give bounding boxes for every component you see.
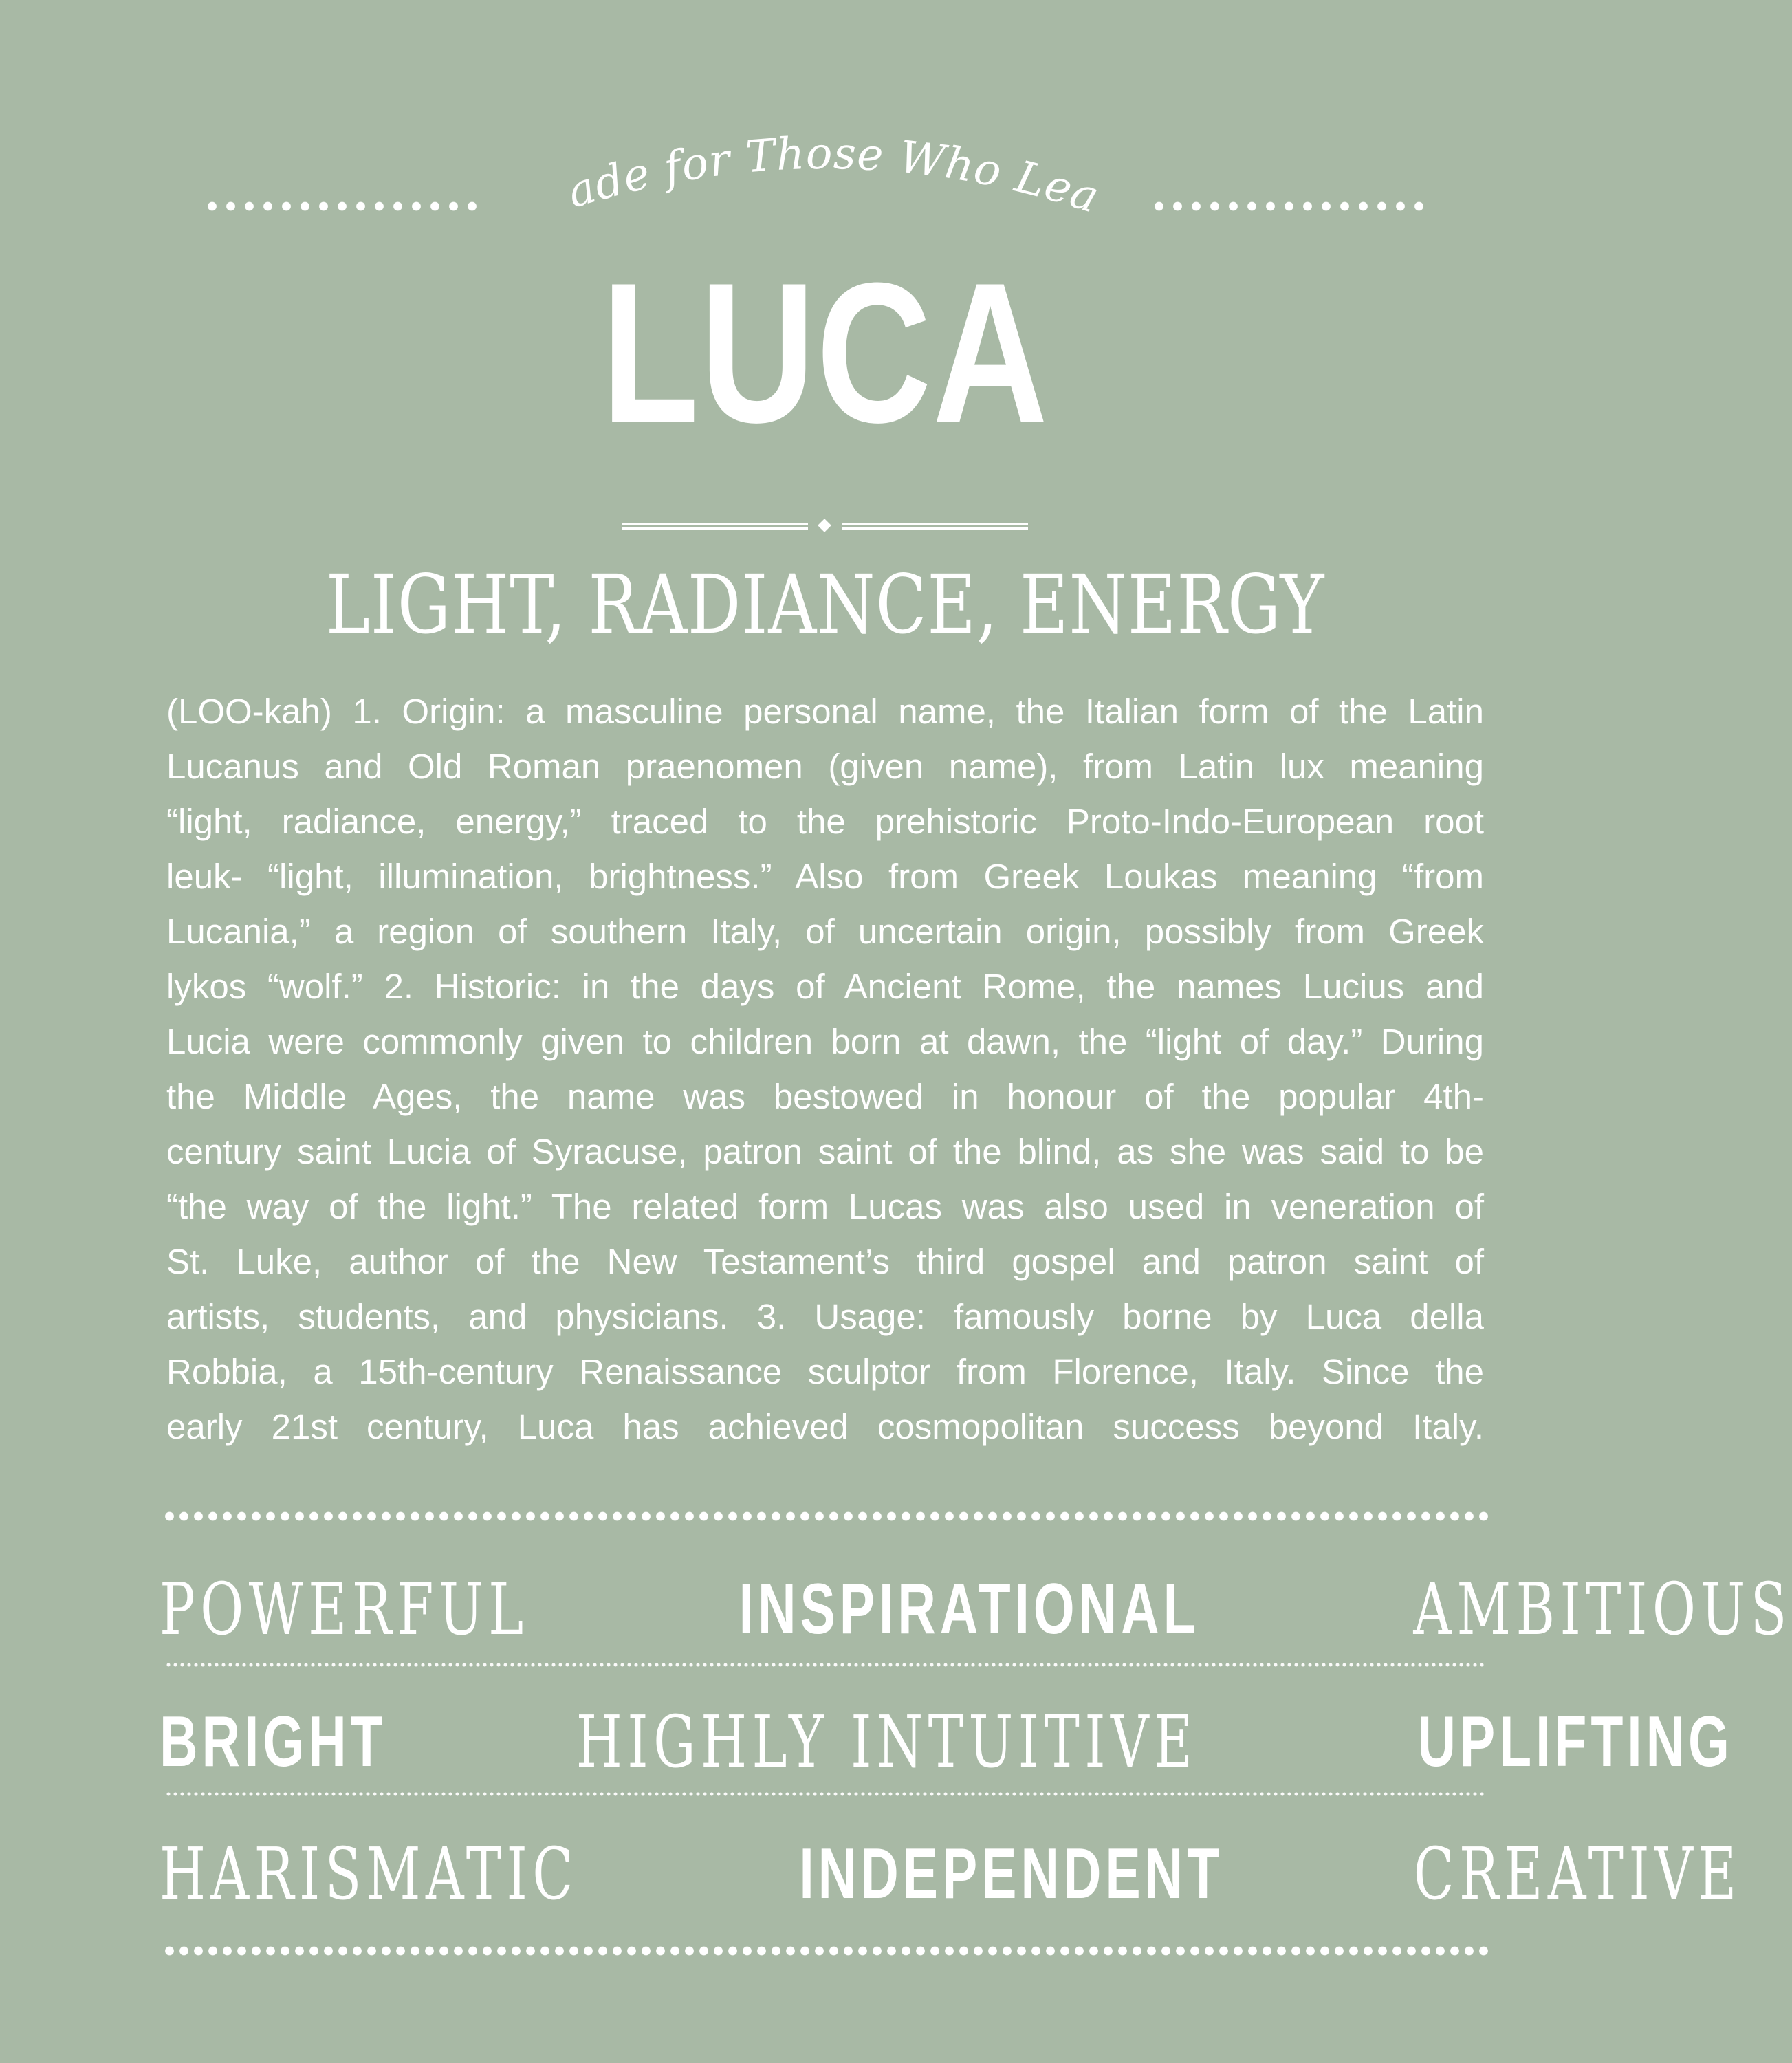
trait-word: UPLIFTING — [1417, 1702, 1734, 1782]
definition-line: St. Luke, author of the New Testament’s third gospel and patron saint of — [166, 1242, 1484, 1281]
traits-row-1 — [160, 1556, 1792, 1651]
definition-text — [166, 684, 1484, 1454]
trait-word: HIGHLY INTUITIVE — [576, 1700, 1198, 1784]
dotted-separator-bottom — [162, 1945, 1491, 1956]
tagline-header — [0, 70, 1650, 234]
definition-line: Robbia, a 15th-century Renaissance sculptor from Florence, Italy. Since the — [166, 1352, 1484, 1391]
dotted-separator-fine — [165, 1663, 1485, 1667]
definition-line: the Middle Ages, the name was bestowed in honour of the popular 4th- — [166, 1077, 1484, 1116]
trait-word: INSPIRATIONAL — [739, 1569, 1200, 1649]
name-meaning: LIGHT, RADIANCE, ENERGY — [325, 557, 1325, 652]
tagline-dots-left — [203, 201, 481, 212]
name-title: LUCA — [601, 241, 1049, 464]
trait-word: CREATIVE — [1413, 1832, 1742, 1916]
definition-line: (LOO-kah) 1. Origin: a masculine personal name, the Italian form of the Latin — [166, 692, 1484, 731]
ornament-line-left — [622, 523, 808, 530]
trait-word: AMBITIOUS — [1413, 1567, 1792, 1651]
definition-line: “light, radiance, energy,” traced to the prehistoric Proto-Indo-European root — [166, 802, 1484, 841]
definition-line: “the way of the light.” The related form Lucas was also used in veneration of — [166, 1187, 1484, 1226]
dotted-separator-top — [162, 1511, 1491, 1522]
diamond-icon — [818, 519, 831, 532]
dotted-separator-fine — [165, 1792, 1485, 1796]
definition-line: Lucania,” a region of southern Italy, of uncertain origin, possibly from Greek — [166, 912, 1484, 951]
ornament-line-right — [842, 523, 1028, 530]
definition-line: early 21st century, Luca has achieved cosmopolitan success beyond Italy. — [166, 1407, 1484, 1446]
definition-line: Lucanus and Old Roman praenomen (given name), from Latin lux meaning — [166, 747, 1484, 786]
traits-row-3 — [160, 1820, 1742, 1916]
trait-word: HARISMATIC — [160, 1832, 578, 1916]
definition-line: Lucia were commonly given to children born at dawn, the “light of day.” During — [166, 1022, 1484, 1061]
definition-line: century saint Lucia of Syracuse, patron saint of the blind, as she was said to be — [166, 1132, 1484, 1171]
trait-word: POWERFUL — [160, 1567, 529, 1651]
tagline-text: Made for Those Who Lead — [499, 70, 1106, 224]
ornament-divider — [622, 517, 1028, 538]
traits-row-2 — [160, 1688, 1734, 1784]
definition-line: leuk- “light, illumination, brightness.” Also from Greek Loukas meaning “from — [166, 857, 1484, 896]
tagline-arc — [499, 70, 1128, 234]
trait-word: BRIGHT — [160, 1702, 387, 1782]
tagline-dots-right — [1150, 201, 1428, 212]
definition-line: artists, students, and physicians. 3. Usage: famously borne by Luca della — [166, 1297, 1484, 1336]
definition-line: lykos “wolf.” 2. Historic: in the days of Ancient Rome, the names Lucius and — [166, 967, 1484, 1006]
trait-word: INDEPENDENT — [799, 1834, 1224, 1914]
